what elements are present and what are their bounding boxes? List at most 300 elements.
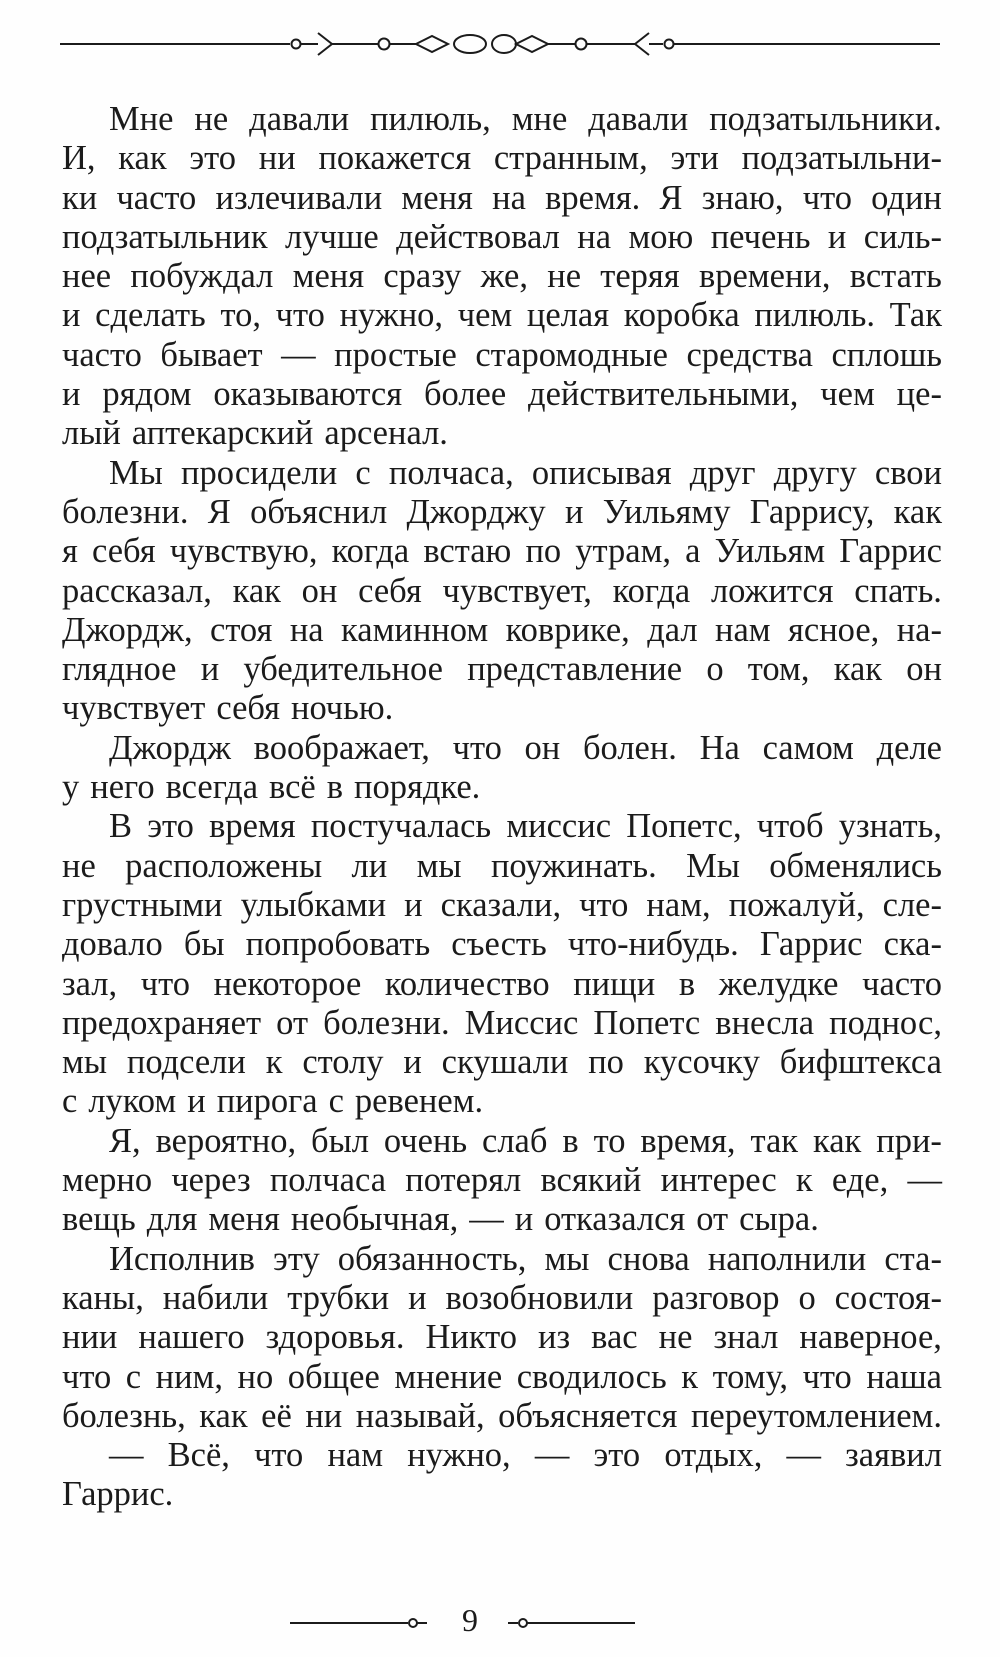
word: к xyxy=(265,1043,283,1082)
word: ночью. xyxy=(290,689,394,728)
text-line xyxy=(62,965,942,1004)
word: действительными, xyxy=(528,375,799,414)
word: арсенал. xyxy=(324,414,448,453)
word: действовал xyxy=(396,217,560,256)
word: сыра. xyxy=(739,1200,819,1239)
word: и xyxy=(827,217,847,256)
word: из xyxy=(538,1318,571,1357)
text-line xyxy=(62,454,942,493)
word: и xyxy=(404,885,423,924)
word: другу xyxy=(773,453,857,492)
text-line xyxy=(62,572,942,611)
word: на- xyxy=(896,610,942,649)
word: для xyxy=(146,1200,198,1239)
word: не xyxy=(62,846,96,885)
word: и xyxy=(62,375,81,414)
word: деле xyxy=(876,728,942,767)
word: глядное xyxy=(62,650,177,689)
word: ни xyxy=(305,1396,343,1435)
text-line xyxy=(62,532,942,571)
word: — xyxy=(109,1436,144,1475)
word: некоторое xyxy=(213,964,362,1003)
word: свои xyxy=(874,453,942,492)
word: заявил xyxy=(845,1436,942,1475)
word: ревенем. xyxy=(354,1082,484,1121)
word: был xyxy=(311,1121,369,1160)
word: нии xyxy=(62,1318,118,1357)
word: — xyxy=(534,1436,570,1475)
word: и xyxy=(62,296,81,335)
word: часто xyxy=(862,964,942,1003)
word: ки xyxy=(62,178,98,217)
word: ясное, xyxy=(788,610,880,649)
word: Попетс, xyxy=(626,807,742,846)
word: сделать xyxy=(95,296,206,335)
word: объясняется xyxy=(498,1396,678,1435)
word: — xyxy=(907,1161,942,1200)
word: еде, xyxy=(831,1161,889,1200)
word: чувствует, xyxy=(442,571,592,610)
word: что-нибудь. xyxy=(567,925,739,964)
word: подсели xyxy=(126,1043,246,1082)
word: эти xyxy=(670,139,719,178)
word: встать xyxy=(849,257,942,296)
word: времени, xyxy=(698,257,831,296)
word: обязанность, xyxy=(337,1239,527,1278)
word: объяснил xyxy=(250,492,388,531)
word: сразу xyxy=(383,257,462,296)
word: мне xyxy=(511,100,568,138)
word: ним, xyxy=(155,1357,224,1396)
word: целая xyxy=(526,296,610,335)
word: нам, xyxy=(646,885,711,924)
word: как xyxy=(232,571,281,610)
word: Мы xyxy=(686,846,740,885)
text-line xyxy=(62,689,942,728)
text-line xyxy=(62,768,942,807)
word: довало xyxy=(62,925,163,964)
word: подзатыльники. xyxy=(709,100,942,138)
word: что xyxy=(802,1357,852,1396)
word: друг xyxy=(689,453,756,492)
word: бифштекса xyxy=(779,1043,942,1082)
word: состоя- xyxy=(834,1278,942,1317)
word: как xyxy=(893,492,942,531)
word: простые xyxy=(334,335,457,374)
word: скушали xyxy=(441,1043,569,1082)
word: Попетс xyxy=(593,1003,701,1042)
word: время xyxy=(209,807,296,846)
word: предохраняет xyxy=(62,1003,262,1042)
text-line xyxy=(62,1318,942,1357)
word: Гаррис. xyxy=(62,1475,174,1514)
word: с xyxy=(355,453,371,492)
text-line xyxy=(62,414,942,453)
word: и xyxy=(408,1278,427,1317)
word: и xyxy=(403,1043,422,1082)
word: не xyxy=(194,100,229,138)
word: рядом xyxy=(102,375,192,414)
word: странным, xyxy=(493,139,648,178)
word: нужно, xyxy=(407,1436,511,1475)
word: бывает xyxy=(160,335,263,374)
word: полчаса xyxy=(269,1161,387,1200)
word: и xyxy=(514,1200,534,1239)
word: лый xyxy=(62,414,121,453)
word: — xyxy=(786,1436,822,1475)
text-line xyxy=(62,1043,942,1082)
word: убедительное xyxy=(243,650,443,689)
word: зал, xyxy=(62,964,118,1003)
text-line xyxy=(62,336,942,375)
word: Гаррис xyxy=(759,925,863,964)
word: мерно xyxy=(62,1161,153,1200)
word: старомодные xyxy=(475,335,668,374)
word: побуждал xyxy=(130,257,274,296)
word: лучше xyxy=(285,217,379,256)
word: эту xyxy=(273,1239,320,1278)
word: полчаса, xyxy=(388,453,514,492)
word: что xyxy=(275,296,325,335)
word: коробка xyxy=(623,296,740,335)
word: не xyxy=(547,257,582,296)
word: Я xyxy=(207,492,231,531)
text-line xyxy=(62,650,942,689)
word: самом xyxy=(762,728,854,767)
word: мы xyxy=(62,1043,108,1082)
word: дал xyxy=(647,610,698,649)
word: всё xyxy=(269,768,316,807)
word: же, xyxy=(480,257,528,296)
word: себя xyxy=(216,689,280,728)
word: оказываются xyxy=(213,375,403,414)
word: время. xyxy=(545,178,641,217)
word: в xyxy=(326,768,344,807)
word: Так xyxy=(889,296,942,335)
word: трубки xyxy=(287,1278,390,1317)
word: мою xyxy=(628,217,694,256)
text-line xyxy=(62,1082,942,1121)
word: ска- xyxy=(883,925,942,964)
word: в xyxy=(562,1121,579,1160)
word: сплошь xyxy=(831,335,942,374)
text-line xyxy=(62,1279,942,1318)
word: болен. xyxy=(582,728,677,767)
word: не xyxy=(658,1318,693,1357)
word: Джорджу xyxy=(406,492,546,531)
word: что xyxy=(802,178,852,217)
word: поднос, xyxy=(829,1003,942,1042)
word: узнать, xyxy=(838,807,942,846)
word: как xyxy=(833,650,883,689)
word: то, xyxy=(220,296,261,335)
word: о xyxy=(706,650,724,689)
word: знал xyxy=(713,1318,779,1357)
text-line xyxy=(62,807,942,846)
word: что xyxy=(254,1436,304,1475)
text-line xyxy=(62,1475,942,1514)
text-line xyxy=(62,375,942,414)
text-line xyxy=(62,1122,942,1161)
word: Уильям xyxy=(714,532,826,571)
word: отказался xyxy=(544,1200,686,1239)
word: необычная, xyxy=(290,1200,459,1239)
body-text xyxy=(62,100,942,1515)
word: и xyxy=(200,650,220,689)
word: то xyxy=(593,1121,626,1160)
word: стоя xyxy=(210,610,273,649)
word: подзатыльник xyxy=(62,217,268,256)
word: представление xyxy=(467,650,683,689)
word: чем xyxy=(457,296,513,335)
word: спать. xyxy=(854,571,942,610)
word: нам xyxy=(327,1436,384,1475)
top-ornament xyxy=(60,24,940,64)
text-line xyxy=(62,257,942,296)
word: что xyxy=(140,964,190,1003)
word: как xyxy=(812,1121,862,1160)
word: вас xyxy=(591,1318,638,1357)
word: знаю, xyxy=(701,178,784,217)
word: я xyxy=(62,532,78,571)
word: внесла xyxy=(715,1003,815,1042)
word: как xyxy=(199,1396,248,1435)
word: болезни. xyxy=(323,1003,450,1042)
word: Я, xyxy=(109,1121,141,1160)
word: это xyxy=(147,807,194,846)
word: миссис xyxy=(506,807,612,846)
word: Исполнив xyxy=(109,1239,255,1278)
word: меня xyxy=(401,178,473,217)
word: когда xyxy=(331,532,410,571)
word: от xyxy=(276,1003,309,1042)
word: разговор xyxy=(652,1278,780,1317)
word: сле- xyxy=(882,885,942,924)
word: Никто xyxy=(425,1318,518,1357)
word: обменялись xyxy=(769,846,942,885)
word: на xyxy=(289,610,324,649)
text-line xyxy=(62,729,942,768)
word: вероятно, xyxy=(155,1121,297,1160)
word: чувствует xyxy=(62,689,206,728)
word: по xyxy=(588,1043,624,1082)
text-line xyxy=(62,1358,942,1397)
word: сказали, xyxy=(440,885,562,924)
word: переутомлением. xyxy=(690,1396,942,1435)
text-line xyxy=(62,493,942,532)
page-number: 9 xyxy=(462,1602,478,1638)
word: а xyxy=(685,532,701,571)
word: но xyxy=(237,1357,274,1396)
word: нам xyxy=(715,610,771,649)
word: съесть xyxy=(451,925,547,964)
word: один xyxy=(871,178,942,217)
text-line xyxy=(62,611,942,650)
word: так xyxy=(750,1121,799,1160)
word: поужинать. xyxy=(490,846,657,885)
word: грустными xyxy=(62,885,223,924)
word: аптекарский xyxy=(131,414,314,453)
word: силь- xyxy=(863,217,942,256)
word: порядке. xyxy=(354,768,481,807)
word: встаю xyxy=(423,532,512,571)
word: — xyxy=(469,1200,504,1239)
word: описывая xyxy=(531,453,672,492)
word: подзатыльни- xyxy=(741,139,942,178)
word: пирога xyxy=(216,1082,318,1121)
word: бы xyxy=(183,925,225,964)
word: набили xyxy=(162,1278,269,1317)
word: в xyxy=(678,964,696,1003)
word: покажется xyxy=(318,139,472,178)
word: пожалуй, xyxy=(728,885,865,924)
word: расположены xyxy=(125,846,323,885)
word: очень xyxy=(383,1121,468,1160)
word: Гаррису, xyxy=(749,492,875,531)
word: кусочку xyxy=(643,1043,760,1082)
word: через xyxy=(171,1161,251,1200)
text-line xyxy=(62,179,942,218)
word: улыбками xyxy=(240,885,387,924)
text-line xyxy=(62,1200,942,1239)
word: возобновили xyxy=(445,1278,634,1317)
word: что xyxy=(579,885,629,924)
word: и xyxy=(564,492,584,531)
word: часто xyxy=(116,178,197,217)
word: давали xyxy=(588,100,689,138)
word: о xyxy=(798,1278,816,1317)
word: пищи xyxy=(573,964,656,1003)
word: слаб xyxy=(482,1121,548,1160)
word: том, xyxy=(747,650,810,689)
word: как xyxy=(118,139,167,178)
word: потерял xyxy=(405,1161,522,1200)
word: рассказал, xyxy=(62,571,212,610)
word: луком xyxy=(88,1082,177,1121)
word: болезнь, xyxy=(62,1396,186,1435)
word: болезни. xyxy=(62,492,189,531)
word: желудке xyxy=(718,964,839,1003)
word: попробовать xyxy=(245,925,431,964)
word: просидели xyxy=(181,453,338,492)
word: что xyxy=(62,1357,112,1396)
word: снова xyxy=(607,1239,690,1278)
word: коврике, xyxy=(505,610,630,649)
word: ли xyxy=(351,846,388,885)
word: нужно, xyxy=(339,296,444,335)
word: что xyxy=(452,728,502,767)
word: каны, xyxy=(62,1278,144,1317)
word: с xyxy=(328,1082,344,1121)
word: называй, xyxy=(355,1396,485,1435)
word: меня xyxy=(292,257,365,296)
word: ста- xyxy=(884,1239,942,1278)
word: нее xyxy=(62,257,112,296)
text-line xyxy=(62,847,942,886)
word: вещь xyxy=(62,1200,136,1239)
word: чувствую, xyxy=(169,532,318,571)
word: Всё, xyxy=(167,1436,230,1475)
word: сводилось xyxy=(516,1357,667,1396)
word: столу xyxy=(302,1043,384,1082)
word: на xyxy=(492,178,526,217)
word: чем xyxy=(820,375,875,414)
word: себя xyxy=(91,532,156,571)
word: Я xyxy=(659,178,683,217)
word: ложится xyxy=(710,571,834,610)
word: часто xyxy=(62,335,142,374)
word: это xyxy=(593,1436,641,1475)
word: — xyxy=(281,335,316,374)
word: чтоб xyxy=(756,807,824,846)
text-line xyxy=(62,1161,942,1200)
word: це- xyxy=(896,375,942,414)
text-line xyxy=(62,1240,942,1279)
word: количество xyxy=(384,964,550,1003)
word: отдых, xyxy=(664,1436,763,1475)
word: Мы xyxy=(109,453,163,492)
word: от xyxy=(696,1200,729,1239)
word: наполнили xyxy=(707,1239,867,1278)
word: нашего xyxy=(138,1318,245,1357)
word: более xyxy=(423,375,507,414)
word: меня xyxy=(208,1200,280,1239)
word: с xyxy=(125,1357,142,1396)
word: интерес xyxy=(660,1161,777,1200)
word: печень xyxy=(710,217,811,256)
word: на xyxy=(577,217,612,256)
text-line xyxy=(62,218,942,257)
word: ни xyxy=(258,139,296,178)
word: по xyxy=(525,532,562,571)
word: средства xyxy=(686,335,813,374)
text-line xyxy=(62,100,942,139)
word: теряя xyxy=(600,257,680,296)
word: общее xyxy=(287,1357,380,1396)
word: излечивали xyxy=(215,178,383,217)
text-line xyxy=(62,886,942,925)
word: при- xyxy=(876,1121,942,1160)
word: Уильяму xyxy=(602,492,731,531)
word: наверное, xyxy=(799,1318,942,1357)
word: В xyxy=(109,807,133,846)
word: всякий xyxy=(540,1161,642,1200)
text-line xyxy=(62,296,942,335)
word: пилюль, xyxy=(370,100,491,138)
word: время, xyxy=(640,1121,736,1160)
word: это xyxy=(189,139,237,178)
word: всегда xyxy=(165,768,259,807)
word: воображает, xyxy=(253,728,430,767)
text-line xyxy=(62,139,942,178)
word: к xyxy=(681,1357,699,1396)
word: мнение xyxy=(394,1357,503,1396)
word: мы xyxy=(416,846,462,885)
text-line xyxy=(62,1397,942,1436)
word: пилюль. xyxy=(754,296,875,335)
word: когда xyxy=(612,571,691,610)
word: и xyxy=(187,1082,206,1121)
word: постучалась xyxy=(310,807,492,846)
word: к xyxy=(795,1161,813,1200)
word: Джордж, xyxy=(62,610,193,649)
text-line xyxy=(62,925,942,964)
word: Миссис xyxy=(464,1003,579,1042)
word: утрам, xyxy=(575,532,672,571)
word: с xyxy=(62,1082,78,1121)
text-line xyxy=(62,1436,942,1475)
word: он xyxy=(906,650,942,689)
